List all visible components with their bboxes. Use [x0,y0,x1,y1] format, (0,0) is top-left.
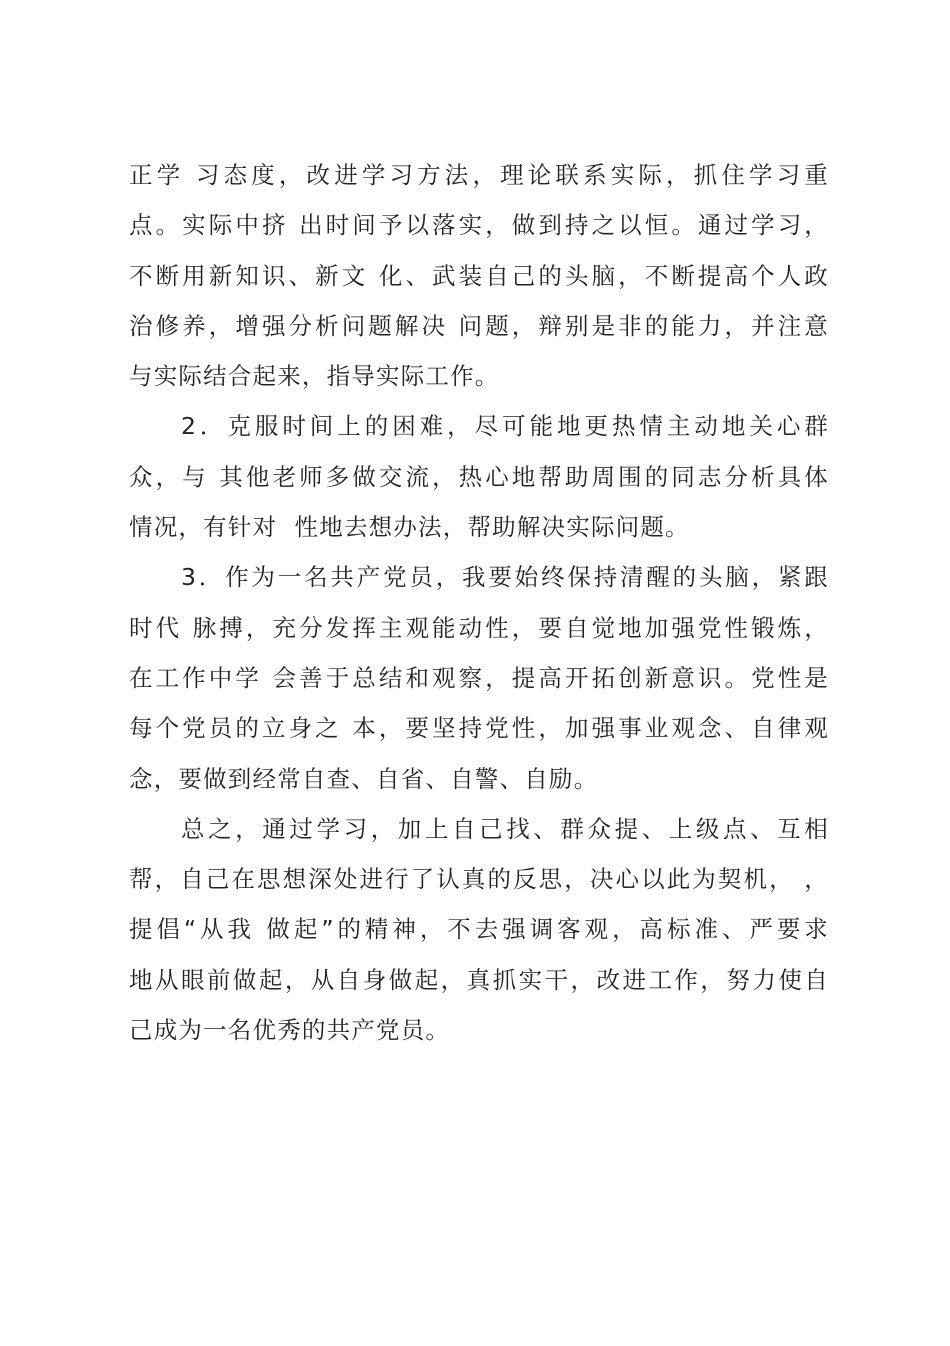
text-line: 与实际结合起来，指导实际工作。 [129,362,500,391]
text-line: 每个党员的立身之 本，要坚持党性，加强事业观念、自律观 [129,714,829,743]
text-line: 在工作中学 会善于总结和观察，提高开拓创新意识。党性是 [129,663,829,692]
text-line: 情况，有针对 性地去想办法，帮助解决实际问题。 [129,513,690,542]
paragraph-3-first-line: 3．作为一名共产党员，我要始终保持清醒的头脑，紧跟 [181,563,829,592]
text-line: 地从眼前做起，从自身做起，真抓实干，改进工作，努力使自 [129,965,829,994]
text-line: 提倡“从我 做起”的精神，不去强调客观，高标准、严要求 [129,915,829,944]
text-line: 点。实际中挤 出时间予以落实，做到持之以恒。通过学习， [129,211,829,240]
document-body [129,150,829,1055]
text-line: 正学 习态度，改进学习方法，理论联系实际，抓住学习重 [129,161,829,189]
text-line: 时代 脉搏，充分发挥主观能动性，要自觉地加强党性锻炼， [129,613,829,642]
paragraph-2-first-line: 2．克服时间上的困难，尽可能地更热情主动地关心群 [181,412,829,441]
text-line: 治修养，增强分析问题解决 问题，辩别是非的能力，并注意 [129,311,829,340]
text-line: 己成为一名优秀的共产党员。 [129,1016,451,1045]
text-line: 帮，自己在思想深处进行了认真的反思，决心以此为契机， ， [129,865,829,894]
text-line: 不断用新知识、新文 化、武装自己的头脑，不断提高个人政 [129,261,829,290]
conclusion-first-line: 总之，通过学习，加上自己找、群众提、上级点、互相 [181,814,829,843]
text-line: 念，要做到经常自查、自省、自警、自励。 [129,764,599,793]
text-line: 众，与 其他老师多做交流，热心地帮助周围的同志分析具体 [129,462,829,491]
